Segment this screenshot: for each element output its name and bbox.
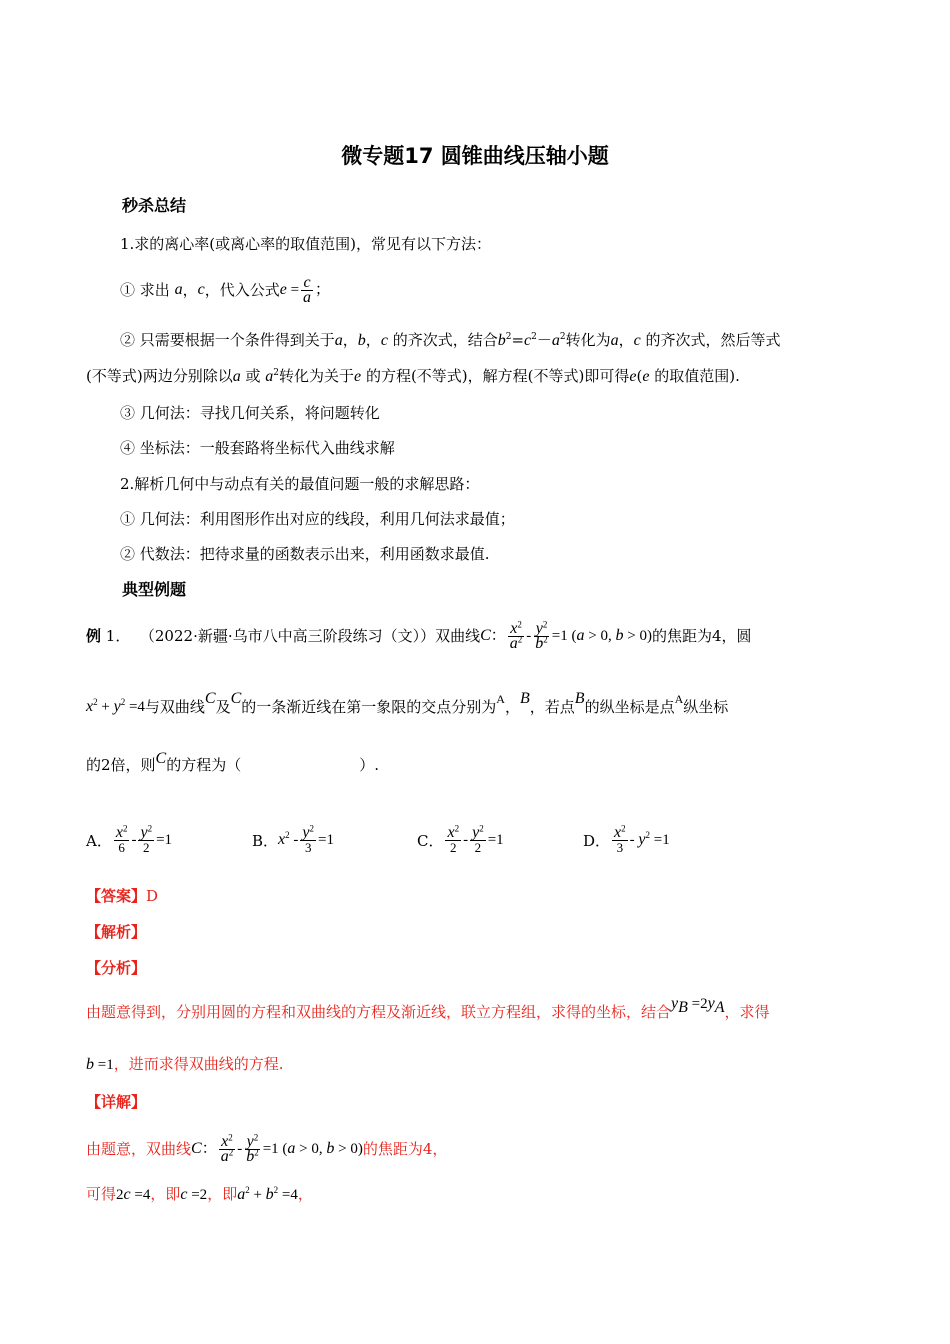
example-number: 1． — [105, 627, 131, 645]
section-heading-examples: 典型例题 — [122, 580, 187, 599]
detail-line-1: 由题意，双曲线 C： $\frac{x^2}{a^2}$ - $\frac{y^2}{b^2}$ =1 (a > 0, b > 0) 的焦距为4， — [86, 1132, 448, 1165]
ex-l3b: 的方程为（ — [166, 756, 242, 774]
p4-c: 转化为关于 — [279, 367, 355, 385]
yb-equation: $y_B =2y_A$ — [671, 995, 725, 1016]
option-a-label: A． — [86, 832, 112, 850]
paragraph-8: ① 几何法：利用图形作出对应的线段，利用几何法求最值； — [120, 510, 515, 528]
paragraph-6: ④ 坐标法：一般套路将坐标代入曲线求解 — [120, 439, 395, 457]
ex-l2c: 的一条渐近线在第一象限的交点分别为 — [241, 698, 497, 716]
p4-e: 的取值范围). — [654, 367, 740, 385]
hyperbola-equation: C： $\frac{x^2}{a^2}$ - $\frac{y^2}{b^2}$ =1 (a > 0, b > 0) — [480, 619, 652, 652]
ex-l2f: 的纵坐标是点 — [584, 698, 675, 716]
paragraph-7: 2.解析几何中与动点有关的最值问题一般的求解思路： — [120, 475, 480, 493]
option-b[interactable]: B． $x^2$ - $\frac{y^2}{3}$ =1 — [252, 823, 334, 855]
example-focal: 的焦距为4，圆 — [651, 627, 752, 645]
paragraph-9: ② 代数法：把待求量的函数表示出来，利用函数求最值. — [120, 545, 490, 563]
paragraph-2: ① 求出 a ， c ，代入公式 e = $\frac{c}{a}$ ； — [120, 273, 331, 306]
p3-c: 转化为 — [565, 331, 611, 349]
answer-label: 【答案】 — [86, 887, 147, 905]
circle-equation: $x^2 + y^2 =4$ — [86, 697, 145, 715]
ex-l2a: 与双曲线 — [144, 698, 205, 716]
ex-l2b: 及 — [215, 698, 231, 716]
fenxi-text: 由题意得到，分别用圆的方程和双曲线的方程及渐近线，联立方程组，求得的坐标，结合 — [86, 1003, 672, 1021]
example-label: 例 — [86, 627, 102, 645]
paragraph-5: ③ 几何法：寻找几何关系，将问题转化 — [120, 404, 380, 422]
detail-l2a: 可得 — [86, 1185, 117, 1203]
answer-line — [86, 886, 158, 906]
option-d-label: D． — [583, 832, 611, 850]
option-b-label: B． — [252, 832, 279, 850]
p2-mid: ，代入公式 — [204, 281, 280, 299]
ex-l2d: ， — [504, 698, 520, 716]
p3-d: 的齐次式，然后等式 — [645, 331, 781, 349]
answer-value: D — [146, 887, 159, 905]
option-c-label: C． — [417, 832, 444, 850]
p3-b: 的齐次式，结合 — [392, 331, 498, 349]
p3-a: ② 只需要根据一个条件得到关于 — [120, 331, 335, 349]
ex-l2e: ，若点 — [529, 698, 575, 716]
detail-l2c: ，即 — [207, 1185, 238, 1203]
detail-l1b: 的焦距为4， — [362, 1140, 448, 1158]
example-source: （2022·新疆·乌市八中高三阶段练习（文））双曲线 — [139, 627, 481, 645]
p4-a: (不等式)两边分别除以 — [86, 367, 233, 385]
detail-label: 【详解】 — [86, 1093, 147, 1111]
fenxi-text-line-2: b =1，进而求得双曲线的方程. — [86, 1055, 284, 1073]
analysis-label: 【解析】 — [86, 923, 147, 941]
paragraph-1: 1.求的离心率(或离心率的取值范围)，常见有以下方法： — [120, 235, 492, 253]
paragraph-3: ② 只需要根据一个条件得到关于a，b，c 的齐次式，结合$b^2=c^2-a^2$转化为a，c 的齐次式，然后等式 — [120, 331, 781, 349]
ex-l2g: 纵坐标 — [683, 698, 729, 716]
option-c[interactable]: C． $\frac{x^2}{2}$ - $\frac{y^2}{2}$ =1 — [417, 823, 504, 855]
detail-l1a: 由题意，双曲线 — [86, 1140, 192, 1158]
example-1-line-2: $x^2 + y^2 =4$ 与双曲线 C 及 C 的一条渐近线在第一象限的交点分别为 A ， B ，若点 B 的纵坐标是点 A 纵坐标 — [86, 690, 729, 716]
detail-l2b: ，即 — [150, 1185, 181, 1203]
ex-l3c: ）. — [359, 756, 380, 774]
paragraph-4: (不等式)两边分别除以a 或 $a^2$转化为关于e 的方程(不等式)，解方程(不等式)即可得e(e 的取值范围). — [86, 367, 740, 385]
option-d[interactable]: D． $\frac{x^2}{3}$ - $y^2 =1$ — [583, 823, 670, 855]
page-title: 微专题17 圆锥曲线压轴小题 — [341, 144, 609, 168]
section-heading-summary: 秒杀总结 — [122, 196, 187, 215]
detail-line-2: 可得2c =4，即c =2，即$a^2 + b^2 =4$， — [86, 1185, 313, 1203]
option-a[interactable]: A． $\frac{x^2}{6}$ - $\frac{y^2}{2}$ =1 — [86, 823, 173, 855]
eccentricity-formula: e = $\frac{c}{a}$ ； — [279, 273, 331, 306]
example-1-line-3: 的2倍，则 C 的方程为（ ）. — [86, 750, 380, 774]
fenxi-label: 【分析】 — [86, 959, 147, 977]
ex-l3a: 的2倍，则 — [86, 756, 156, 774]
p4-b: 或 — [245, 367, 261, 385]
p4-d: 的方程(不等式)，解方程(不等式)即可得 — [365, 367, 630, 385]
fenxi-end: ，求得 — [724, 1003, 770, 1021]
fenxi-l2: ，进而求得双曲线的方程. — [113, 1055, 284, 1073]
example-1-line-1 — [86, 614, 752, 658]
detail-l2d: ， — [297, 1185, 313, 1203]
fenxi-text-line-1 — [86, 994, 770, 1030]
p2-prefix: ① 求出 — [120, 281, 170, 299]
